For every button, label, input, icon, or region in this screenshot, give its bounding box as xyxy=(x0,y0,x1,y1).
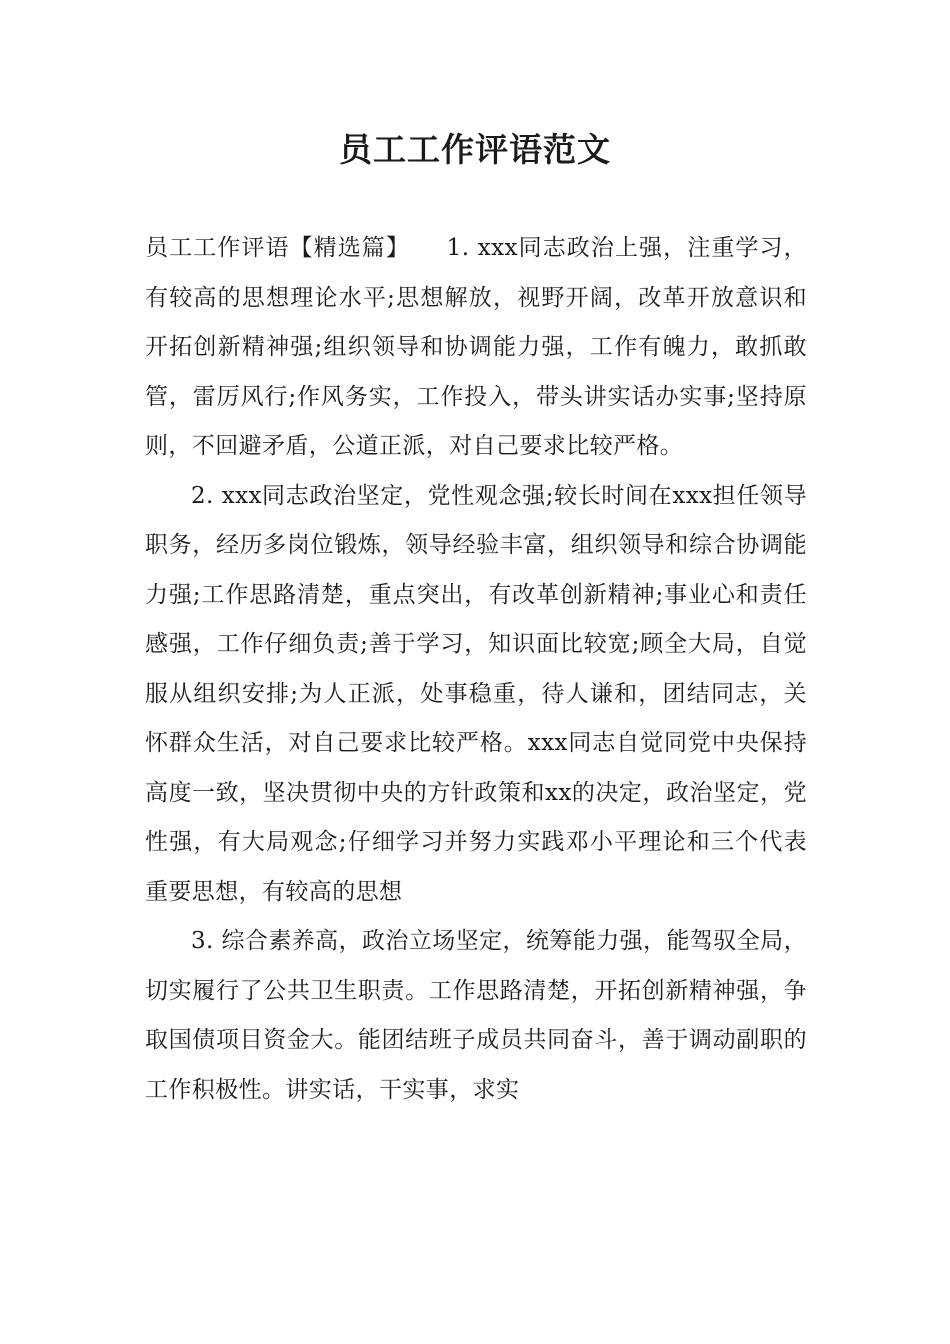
paragraph-3: 3. 综合素养高，政治立场坚定，统筹能力强，能驾驭全局，切实履行了公共卫生职责。工作思路清楚，开拓创新精神强，争取国债项目资金大。能团结班子成员共同奋斗，善于调动副职的工作积极性。讲实话，干实事，求实 xyxy=(145,928,807,1103)
paragraph-1: 员工工作评语【精选篇】 1. xxx同志政治上强，注重学习，有较高的思想理论水平;思想解放，视野开阔，改革开放意识和开拓创新精神强;组织领导和协调能力强，工作有魄力，敢抓敢管，雷厉风行;作风务实，工作投入，带头讲实话办实事;坚持原则，不回避矛盾，公道正派，对自己要求比较严格。 xyxy=(145,235,807,459)
paragraph-2: 2. xxx同志政治坚定，党性观念强;较长时间在xxx担任领导职务，经历多岗位锻炼，领导经验丰富，组织领导和综合协调能力强;工作思路清楚，重点突出，有改革创新精神;事业心和责任感强，工作仔细负责;善于学习，知识面比较宽;顾全大局，自觉服从组织安排;为人正派，处事稳重，待人谦和，团结同志，关怀群众生活，对自己要求比较严格。xxx同志自觉同党中央保持高度一致，坚决贯彻中央的方针政策和xx的决定，政治坚定，党性强，有大局观念;仔细学习并努力实践邓小平理论和三个代表重要思想，有较高的思想 xyxy=(145,482,807,905)
document-title: 员工工作评语范文 xyxy=(339,130,611,169)
document-body xyxy=(145,224,807,1115)
